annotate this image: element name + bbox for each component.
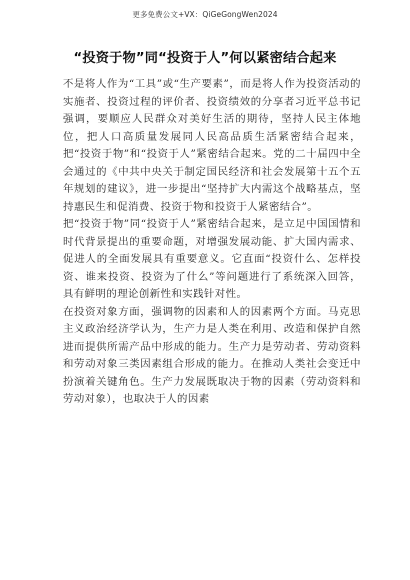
paragraph-2: 把“投资于物”同“投资于人”紧密结合起来，是立足中国国情和时代背景提出的重要命题，对增强发展动能、扩大国内需求、促进人的全面发展具有重要意义。它直面“投资什么、怎样投资、谁来投资、投资为了什么”等问题进行了系统深入回答，具有鲜明的理论创新性和实践针对性。: [63, 218, 361, 300]
document-title: “投资于物”同“投资于人”何以紧密结合起来: [73, 51, 337, 66]
paragraph-3: 在投资对象方面，强调物的因素和人的因素两个方面。马克思主义政治经济学认为，生产力是人类在利用、改造和保护自然进而提供所需产品中形成的能力。生产力是劳动者、劳动资料和劳动对象三类因素组合形成的能力。在推动人类社会变迁中扮演着关键角色。生产力发展既取决于物的因素（劳动资料和劳动对象），也取决于人的因素: [63, 305, 361, 405]
page-header: 更多免费公文+VX：QiGeGongWen2024: [132, 10, 278, 19]
document-body: [63, 76, 361, 409]
paragraph-1: 不是将人作为“工具”或“生产要素”，而是将人作为投资活动的实施者、投资过程的评价者、投资绩效的分享者习近平总书记强调，要顺应人民群众对美好生活的期待，坚持人民主体地位，把人口高质量发展同人民高品质生活紧密结合起来，把“投资于物”和“投资于人”紧密结合起来。党的二十届四中全会通过的《中共中央关于制定国民经济和社会发展第十五个五年规划的建议》，进一步提出“坚持扩大内需这个战略基点，坚持惠民生和促消费、投资于物和投资于人紧密结合”。: [63, 78, 361, 213]
